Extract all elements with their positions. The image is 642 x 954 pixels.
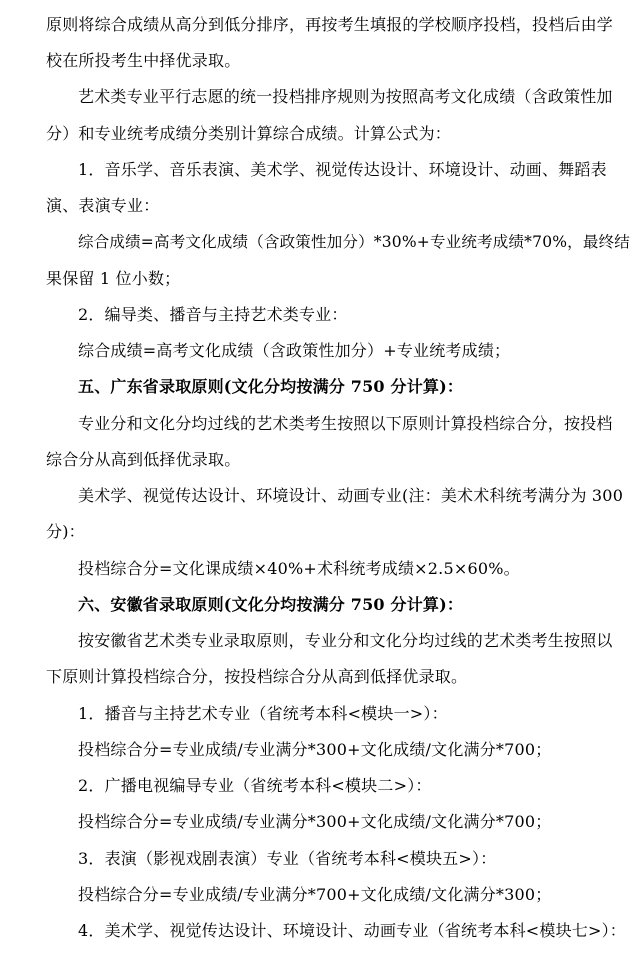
- paragraph-line: 美术学、视觉传达设计、环境设计、动画专业(注：美术术科统考满分为 300: [78, 486, 624, 505]
- paragraph-line: 专业分和文化分均过线的艺术类考生按照以下原则计算投档综合分，按投档: [78, 414, 613, 433]
- paragraph-line: 综合分从高到低择优录取。: [46, 450, 241, 469]
- list-item-line: 2．编导类、播音与主持艺术类专业：: [78, 305, 348, 324]
- formula-line: 投档综合分=专业成绩/专业满分*300+文化成绩/文化满分*700；: [78, 812, 552, 831]
- section-heading: 五、广东省录取原则(文化分均按满分 750 分计算)：: [78, 377, 464, 396]
- formula-line: 投档综合分=专业成绩/专业满分*300+文化成绩/文化满分*700；: [78, 740, 552, 759]
- list-item-line: 4．美术学、视觉传达设计、环境设计、动画专业（省统考本科<模块七>）：: [78, 921, 626, 940]
- list-item-line: 演、表演专业：: [46, 196, 160, 215]
- formula-line: 投档综合分=文化课成绩×40%+术科统考成绩×2.5×60%。: [78, 559, 520, 578]
- paragraph-line: 下原则计算投档综合分，按投档综合分从高到低择优录取。: [46, 667, 468, 686]
- formula-line: 综合成绩=高考文化成绩（含政策性加分）*30%+专业统考成绩*70%，最终结: [78, 233, 630, 251]
- list-item-line: 2．广播电视编导专业（省统考本科<模块二>）：: [78, 776, 432, 795]
- paragraph-line: 艺术类专业平行志愿的统一投档排序规则为按照高考文化成绩（含政策性加: [78, 87, 613, 106]
- list-item-line: 3．表演（影视戏剧表演）专业（省统考本科<模块五>）：: [78, 849, 497, 868]
- section-heading: 六、安徽省录取原则(文化分均按满分 750 分计算)：: [78, 595, 464, 614]
- list-item-line: 1．播音与主持艺术专业（省统考本科<模块一>）：: [78, 704, 448, 723]
- formula-line: 果保留 1 位小数；: [46, 269, 181, 288]
- paragraph-line: 分）和专业统考成绩分类别计算综合成绩。计算公式为：: [46, 124, 452, 143]
- formula-line: 综合成绩=高考文化成绩（含政策性加分）+专业统考成绩；: [78, 341, 511, 360]
- list-item-line: 1．音乐学、音乐表演、美术学、视觉传达设计、环境设计、动画、舞蹈表: [78, 160, 607, 179]
- paragraph-line: 按安徽省艺术类专业录取原则，专业分和文化分均过线的艺术类考生按照以: [78, 631, 613, 650]
- formula-line: 投档综合分=专业成绩/专业满分*700+文化成绩/文化满分*300；: [78, 885, 552, 904]
- paragraph-line: 原则将综合成绩从高分到低分排序，再按考生填报的学校顺序投档，投档后由学: [46, 15, 614, 34]
- paragraph-line: 分)：: [46, 522, 85, 541]
- paragraph-line: 校在所投考生中择优录取。: [46, 51, 241, 70]
